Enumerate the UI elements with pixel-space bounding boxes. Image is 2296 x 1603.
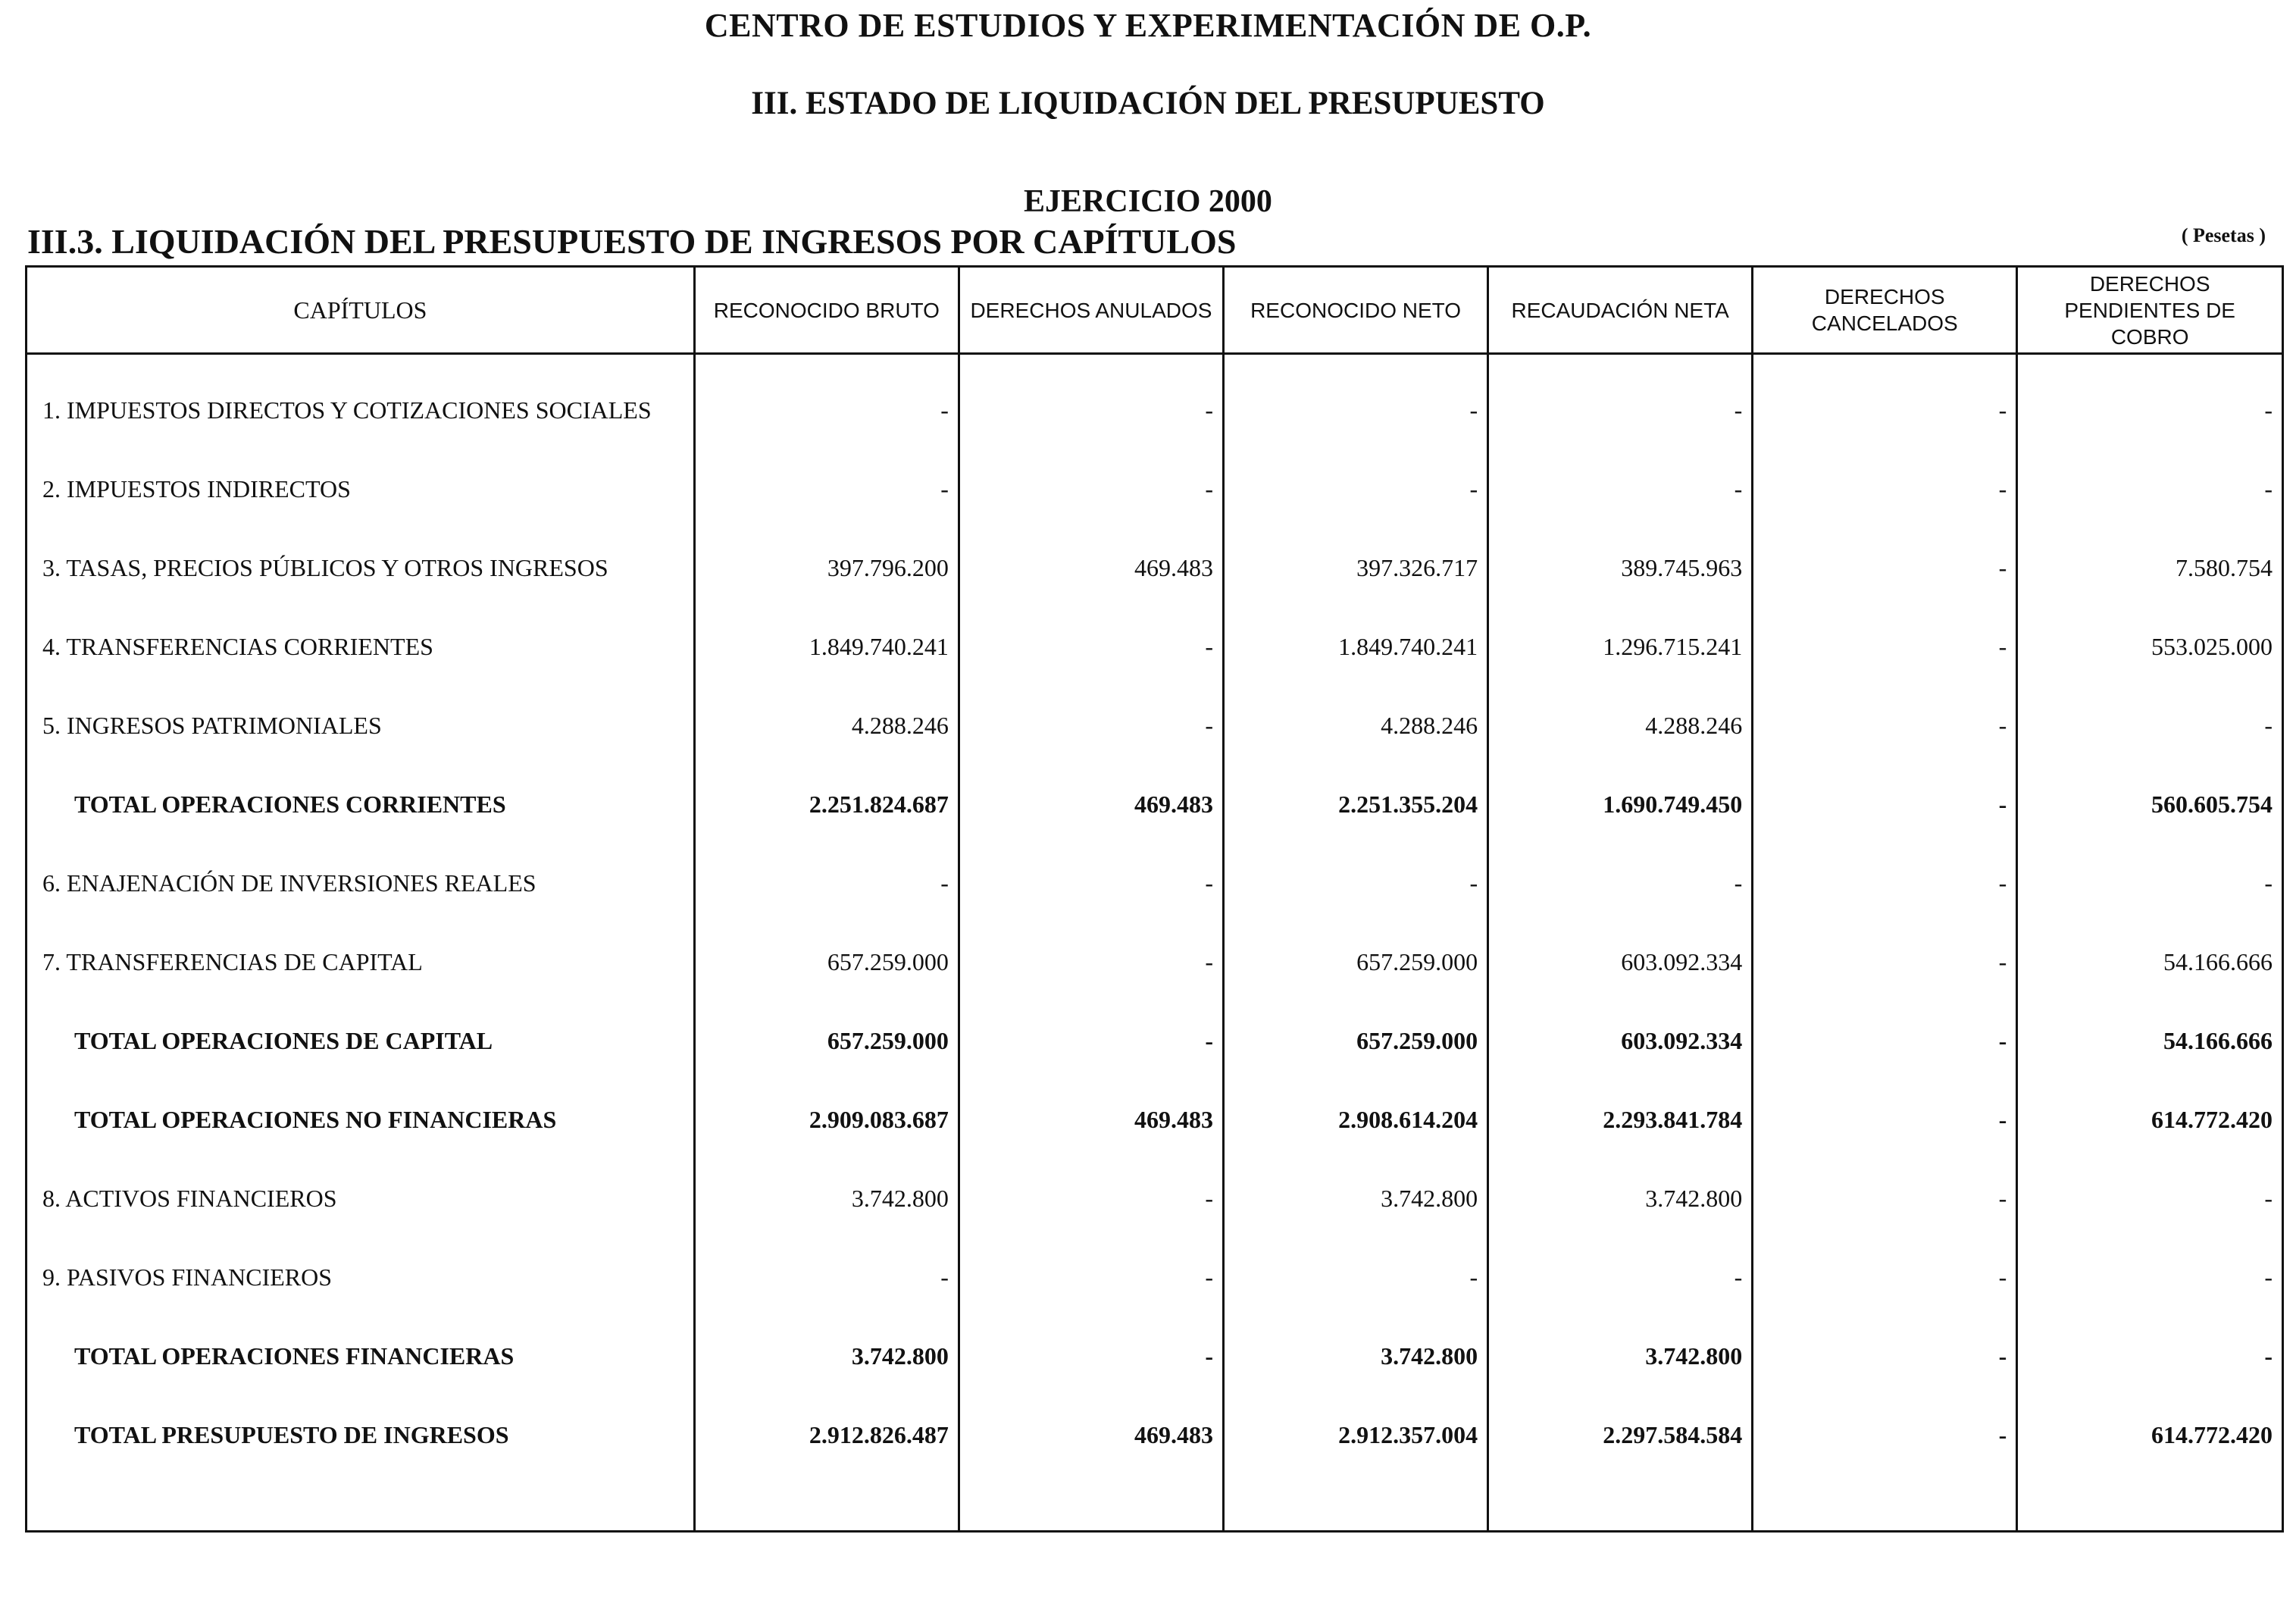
institution-title: CENTRO DE ESTUDIOS Y EXPERIMENTACIÓN DE O.P. bbox=[704, 7, 1592, 44]
cell-recaudacion-neta: - bbox=[1488, 844, 1753, 922]
row-label: 6. ENAJENACIÓN DE INVERSIONES REALES bbox=[27, 844, 694, 922]
cell-derechos-pendientes: 560.605.754 bbox=[2151, 790, 2273, 818]
cell-recaudacion-neta: 603.092.334 bbox=[1488, 922, 1753, 1001]
total-row bbox=[27, 1001, 2282, 1080]
cell-derechos-pendientes: - bbox=[2264, 474, 2273, 503]
row-label: 5. INGRESOS PATRIMONIALES bbox=[27, 686, 694, 765]
cell-reconocido-neto: 2.251.355.204 bbox=[1224, 765, 1488, 844]
table-row bbox=[27, 1159, 2282, 1238]
cell-derechos-cancelados: - bbox=[1753, 1238, 2017, 1317]
cell-reconocido-bruto: 2.251.824.687 bbox=[694, 765, 959, 844]
cell-derechos-pendientes: 54.166.666 bbox=[2163, 947, 2273, 975]
cell-derechos-pendientes: - bbox=[2264, 711, 2273, 739]
cell-recaudacion-neta: - bbox=[1488, 1238, 1753, 1317]
table-row bbox=[27, 528, 2282, 607]
column-header-reconocido-neto: RECONOCIDO NETO bbox=[1224, 268, 1488, 354]
cell-derechos-cancelados: - bbox=[1753, 354, 2017, 450]
cell-derechos-pendientes: 614.772.420 bbox=[2151, 1420, 2273, 1448]
cell-reconocido-neto: 1.849.740.241 bbox=[1224, 607, 1488, 686]
table-row bbox=[27, 686, 2282, 765]
cell-derechos-cancelados: - bbox=[1753, 844, 2017, 922]
cell-reconocido-bruto: - bbox=[694, 844, 959, 922]
cell-reconocido-neto: 397.326.717 bbox=[1224, 528, 1488, 607]
cell-reconocido-bruto: 2.912.826.487 bbox=[694, 1395, 959, 1474]
grand-total-row bbox=[27, 1395, 2282, 1474]
cell-reconocido-bruto: 657.259.000 bbox=[694, 922, 959, 1001]
table-row bbox=[27, 922, 2282, 1001]
cell-derechos-pendientes: 7.580.754 bbox=[2176, 553, 2273, 581]
cell-derechos-anulados: - bbox=[959, 607, 1223, 686]
column-header-recaudacion-neta: RECAUDACIÓN NETA bbox=[1488, 268, 1753, 354]
table-row bbox=[27, 1238, 2282, 1317]
cell-derechos-pendientes: 54.166.666 bbox=[2163, 1026, 2273, 1054]
row-label: TOTAL OPERACIONES NO FINANCIERAS bbox=[27, 1080, 694, 1159]
cell-recaudacion-neta: 603.092.334 bbox=[1488, 1001, 1753, 1080]
row-label: 4. TRANSFERENCIAS CORRIENTES bbox=[27, 607, 694, 686]
row-label: TOTAL OPERACIONES CORRIENTES bbox=[27, 765, 694, 844]
cell-recaudacion-neta: 1.296.715.241 bbox=[1488, 607, 1753, 686]
cell-derechos-cancelados: - bbox=[1753, 1395, 2017, 1474]
cell-derechos-pendientes: - bbox=[2264, 1342, 2273, 1370]
cell-recaudacion-neta: 389.745.963 bbox=[1488, 528, 1753, 607]
table-empty-space bbox=[27, 1474, 2282, 1530]
cell-derechos-anulados: - bbox=[959, 844, 1223, 922]
cell-reconocido-neto: 3.742.800 bbox=[1224, 1317, 1488, 1395]
fiscal-year: EJERCICIO 2000 bbox=[1024, 184, 1272, 219]
total-row bbox=[27, 1317, 2282, 1395]
cell-derechos-cancelados: - bbox=[1753, 1317, 2017, 1395]
column-header-derechos-pendientes: DERECHOS PENDIENTES DE COBRO bbox=[2017, 268, 2282, 354]
table-header-row bbox=[27, 268, 2282, 354]
cell-reconocido-neto: 2.912.357.004 bbox=[1224, 1395, 1488, 1474]
cell-derechos-cancelados: - bbox=[1753, 607, 2017, 686]
cell-reconocido-neto: - bbox=[1224, 449, 1488, 528]
cell-recaudacion-neta: 4.288.246 bbox=[1488, 686, 1753, 765]
revenue-table-frame bbox=[25, 265, 2284, 1533]
cell-reconocido-bruto: 4.288.246 bbox=[694, 686, 959, 765]
table-row bbox=[27, 607, 2282, 686]
cell-derechos-pendientes: - bbox=[2264, 1263, 2273, 1291]
cell-derechos-pendientes: 614.772.420 bbox=[2151, 1105, 2273, 1133]
row-label: TOTAL OPERACIONES DE CAPITAL bbox=[27, 1001, 694, 1080]
cell-derechos-pendientes: - bbox=[2264, 396, 2273, 424]
cell-reconocido-neto: 4.288.246 bbox=[1224, 686, 1488, 765]
table-row bbox=[27, 844, 2282, 922]
cell-derechos-cancelados: - bbox=[1753, 765, 2017, 844]
row-label: 3. TASAS, PRECIOS PÚBLICOS Y OTROS INGRESOS bbox=[27, 528, 694, 607]
total-row bbox=[27, 1080, 2282, 1159]
cell-derechos-pendientes: - bbox=[2264, 1184, 2273, 1212]
cell-recaudacion-neta: - bbox=[1488, 449, 1753, 528]
table-row bbox=[27, 449, 2282, 528]
cell-reconocido-bruto: 657.259.000 bbox=[694, 1001, 959, 1080]
column-header-derechos-anulados: DERECHOS ANULADOS bbox=[959, 268, 1223, 354]
cell-reconocido-bruto: 2.909.083.687 bbox=[694, 1080, 959, 1159]
cell-reconocido-bruto: - bbox=[694, 354, 959, 450]
cell-derechos-anulados: - bbox=[959, 449, 1223, 528]
cell-derechos-anulados: - bbox=[959, 1001, 1223, 1080]
total-row bbox=[27, 765, 2282, 844]
column-header-capitulos: CAPÍTULOS bbox=[27, 268, 694, 354]
cell-reconocido-neto: - bbox=[1224, 354, 1488, 450]
cell-reconocido-bruto: - bbox=[694, 1238, 959, 1317]
cell-recaudacion-neta: 1.690.749.450 bbox=[1488, 765, 1753, 844]
row-label: 2. IMPUESTOS INDIRECTOS bbox=[27, 449, 694, 528]
cell-reconocido-neto: - bbox=[1224, 844, 1488, 922]
cell-reconocido-bruto: 397.796.200 bbox=[694, 528, 959, 607]
cell-recaudacion-neta: 3.742.800 bbox=[1488, 1317, 1753, 1395]
cell-recaudacion-neta: - bbox=[1488, 354, 1753, 450]
cell-derechos-cancelados: - bbox=[1753, 1159, 2017, 1238]
row-label: TOTAL PRESUPUESTO DE INGRESOS bbox=[27, 1395, 694, 1474]
cell-derechos-anulados: - bbox=[959, 686, 1223, 765]
section-title: III.3. LIQUIDACIÓN DEL PRESUPUESTO DE INGRESOS POR CAPÍTULOS bbox=[27, 222, 1237, 261]
cell-derechos-cancelados: - bbox=[1753, 686, 2017, 765]
cell-derechos-cancelados: - bbox=[1753, 1001, 2017, 1080]
statement-title: III. ESTADO DE LIQUIDACIÓN DEL PRESUPUESTO bbox=[751, 86, 1545, 121]
cell-derechos-anulados: 469.483 bbox=[959, 1395, 1223, 1474]
cell-reconocido-neto: 3.742.800 bbox=[1224, 1159, 1488, 1238]
cell-derechos-anulados: - bbox=[959, 354, 1223, 450]
table-row bbox=[27, 354, 2282, 450]
row-label: 7. TRANSFERENCIAS DE CAPITAL bbox=[27, 922, 694, 1001]
cell-derechos-anulados: 469.483 bbox=[959, 528, 1223, 607]
row-label: 9. PASIVOS FINANCIEROS bbox=[27, 1238, 694, 1317]
cell-derechos-anulados: - bbox=[959, 1317, 1223, 1395]
cell-reconocido-bruto: 3.742.800 bbox=[694, 1159, 959, 1238]
cell-derechos-anulados: - bbox=[959, 1159, 1223, 1238]
cell-derechos-anulados: 469.483 bbox=[959, 765, 1223, 844]
revenue-budget-table bbox=[27, 268, 2282, 1530]
cell-reconocido-neto: 657.259.000 bbox=[1224, 1001, 1488, 1080]
cell-recaudacion-neta: 3.742.800 bbox=[1488, 1159, 1753, 1238]
cell-derechos-pendientes: - bbox=[2264, 869, 2273, 897]
row-label: TOTAL OPERACIONES FINANCIERAS bbox=[27, 1317, 694, 1395]
cell-reconocido-bruto: 3.742.800 bbox=[694, 1317, 959, 1395]
cell-derechos-cancelados: - bbox=[1753, 1080, 2017, 1159]
cell-derechos-anulados: - bbox=[959, 1238, 1223, 1317]
column-header-derechos-cancelados: DERECHOS CANCELADOS bbox=[1753, 268, 2017, 354]
cell-recaudacion-neta: 2.297.584.584 bbox=[1488, 1395, 1753, 1474]
cell-reconocido-bruto: 1.849.740.241 bbox=[694, 607, 959, 686]
cell-reconocido-neto: - bbox=[1224, 1238, 1488, 1317]
cell-derechos-anulados: - bbox=[959, 922, 1223, 1001]
cell-derechos-cancelados: - bbox=[1753, 449, 2017, 528]
row-label: 1. IMPUESTOS DIRECTOS Y COTIZACIONES SOCIALES bbox=[27, 354, 694, 450]
cell-derechos-cancelados: - bbox=[1753, 528, 2017, 607]
cell-derechos-pendientes: 553.025.000 bbox=[2151, 632, 2273, 660]
cell-reconocido-bruto: - bbox=[694, 449, 959, 528]
row-label: 8. ACTIVOS FINANCIEROS bbox=[27, 1159, 694, 1238]
units-label: ( Pesetas ) bbox=[2181, 224, 2266, 246]
column-header-reconocido-bruto: RECONOCIDO BRUTO bbox=[694, 268, 959, 354]
cell-reconocido-neto: 2.908.614.204 bbox=[1224, 1080, 1488, 1159]
cell-derechos-cancelados: - bbox=[1753, 922, 2017, 1001]
cell-recaudacion-neta: 2.293.841.784 bbox=[1488, 1080, 1753, 1159]
cell-derechos-anulados: 469.483 bbox=[959, 1080, 1223, 1159]
cell-reconocido-neto: 657.259.000 bbox=[1224, 922, 1488, 1001]
